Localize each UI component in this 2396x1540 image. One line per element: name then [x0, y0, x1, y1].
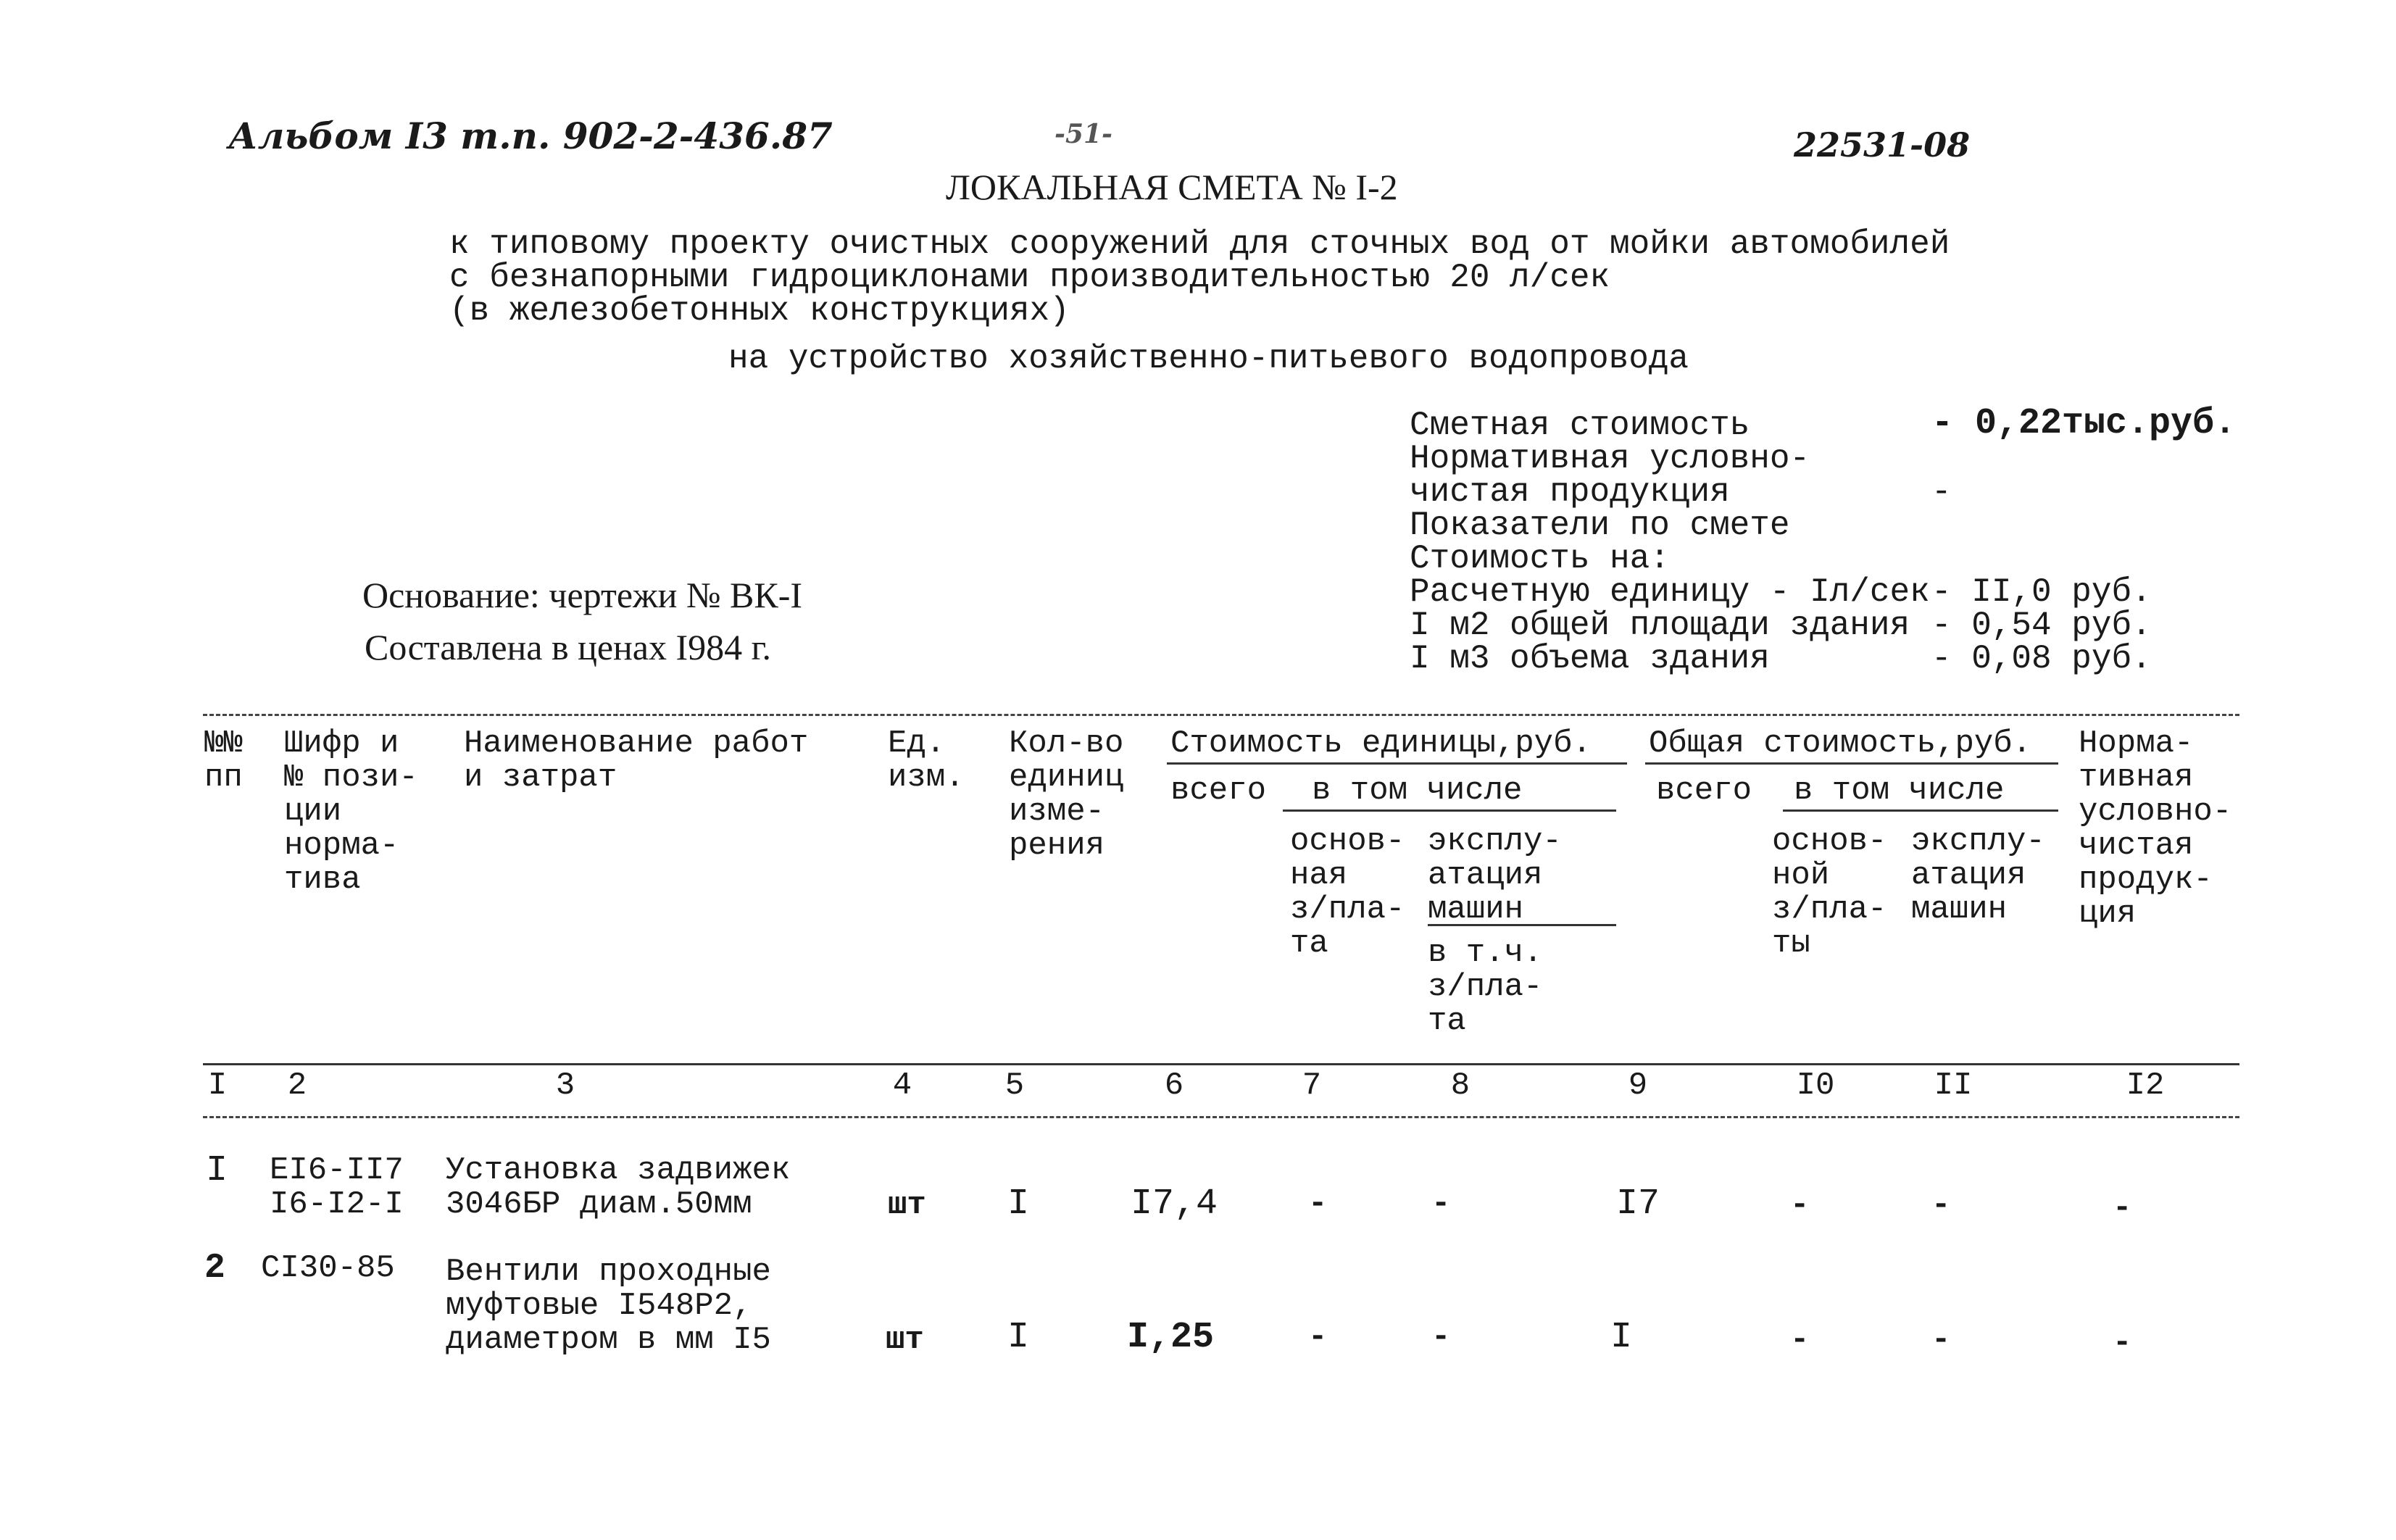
- header-normative-product: Норма- тивная условно- чистая продук- ция: [2079, 725, 2232, 932]
- summary-label-cost-per: Стоимость на:: [1410, 540, 1670, 578]
- header-unit-machinery-wage: в т.ч. з/пла- та: [1428, 935, 1543, 1039]
- summary-value-per-m2: - 0,54 руб.: [1931, 607, 2152, 644]
- row-unit-wage: -: [1308, 1186, 1328, 1222]
- summary-value-per-m3: - 0,08 руб.: [1931, 640, 2152, 678]
- col-number-8: 8: [1450, 1067, 1471, 1104]
- row-total-wage: -: [1790, 1187, 1810, 1223]
- row-quantity: I: [1007, 1183, 1030, 1225]
- row-total-wage: -: [1790, 1322, 1810, 1358]
- header-total-wage: основ- ной з/пла- ты: [1772, 823, 1887, 962]
- summary-value-estimated-cost: - 0,22тыс.руб.: [1931, 403, 2237, 444]
- col-number-1: I: [207, 1067, 228, 1104]
- summary-label-indicators: Показатели по смете: [1410, 507, 1790, 544]
- row-unit: шт: [886, 1322, 924, 1358]
- album-reference: Альбом I3 т.п. 902-2-436.87: [228, 115, 833, 157]
- col-number-12: I2: [2126, 1067, 2165, 1104]
- header-unit-total: всего: [1170, 773, 1267, 809]
- basis-drawings: Основание: чертежи № ВК-I: [362, 575, 803, 615]
- header-unit-machinery-underline: [1428, 924, 1616, 926]
- header-total-including-underline: [1783, 809, 2058, 812]
- summary-label-normative-1: Нормативная условно-: [1410, 440, 1810, 478]
- header-unit-machinery: эксплу- атация машин: [1428, 823, 1562, 928]
- document-title: ЛОКАЛЬНАЯ СМЕТА № I-2: [946, 167, 1398, 207]
- col-number-5: 5: [1004, 1067, 1025, 1104]
- row-unit-wage: -: [1308, 1319, 1328, 1355]
- header-quantity: Кол-во единиц изме- рения: [1009, 725, 1124, 864]
- page-mark: -51-: [1055, 119, 1112, 149]
- row-unit-machinery: -: [1431, 1186, 1451, 1222]
- col-number-2: 2: [287, 1067, 307, 1104]
- subtitle-line-3: (в железобетонных конструкциях): [449, 292, 1070, 330]
- header-work-name: Наименование работ и затрат: [464, 725, 809, 796]
- header-unit-cost: Стоимость единицы,руб.: [1170, 725, 1592, 762]
- row-unit-total: I,25: [1127, 1317, 1215, 1358]
- header-unit-wage: основ- ная з/пла- та: [1290, 823, 1405, 962]
- row-normative: -: [2113, 1325, 2132, 1361]
- header-unit-cost-underline: [1167, 762, 1627, 765]
- header-total-cost-underline: [1645, 762, 2058, 765]
- col-number-3: 3: [555, 1067, 575, 1104]
- basis-prices: Составлена в ценах I984 г.: [365, 627, 772, 667]
- row-total: I7: [1616, 1183, 1660, 1225]
- row-unit: шт: [888, 1187, 926, 1223]
- col-number-6: 6: [1164, 1067, 1184, 1104]
- header-row-number: №№ пп: [204, 725, 243, 796]
- subtitle-line-1: к типовому проекту очистных сооружений для сточных вод от мойки автомобилей: [449, 225, 1950, 263]
- estimate-subject: на устройство хозяйственно-питьевого водопровода: [728, 340, 1689, 378]
- header-unit-including: в том числе: [1312, 773, 1523, 809]
- row-number: I: [206, 1150, 228, 1191]
- row-total: I: [1610, 1317, 1633, 1358]
- row-total-machinery: -: [1931, 1322, 1951, 1358]
- table-top-rule: [203, 714, 2239, 716]
- header-total-including: в том числе: [1794, 773, 2005, 809]
- col-number-10: I0: [1796, 1067, 1835, 1104]
- header-unit: Ед. изм.: [888, 725, 965, 796]
- summary-value-normative: -: [1931, 473, 1952, 511]
- col-number-11: II: [1934, 1067, 1973, 1104]
- row-total-machinery: -: [1931, 1187, 1951, 1223]
- row-work-name: Вентили проходные муфтовые I548Р2, диаметром в мм I5: [446, 1254, 771, 1358]
- row-code: EI6-II7 I6-I2-I: [270, 1152, 404, 1223]
- document-number: 22531-08: [1794, 125, 1971, 165]
- row-number: 2: [204, 1249, 225, 1288]
- summary-label-estimated-cost: Сметная стоимость: [1410, 407, 1750, 444]
- summary-value-per-unit: - II,0 руб.: [1931, 573, 2152, 611]
- subtitle-line-2: с безнапорными гидроциклонами производительностью 20 л/сек: [449, 259, 1610, 296]
- summary-label-per-m2: I м2 общей площади здания: [1410, 607, 1910, 644]
- header-code: Шифр и № пози- ции норма- тива: [284, 725, 418, 898]
- row-unit-machinery: -: [1431, 1319, 1451, 1355]
- row-unit-total: I7,4: [1131, 1183, 1218, 1225]
- summary-label-per-unit: Расчетную единицу - Iл/сек: [1410, 573, 1930, 611]
- header-total-machinery: эксплу- атация машин: [1911, 823, 2045, 928]
- summary-label-normative-2: чистая продукция: [1410, 473, 1730, 511]
- row-quantity: I: [1007, 1317, 1030, 1358]
- col-number-9: 9: [1628, 1067, 1648, 1104]
- row-work-name: Установка задвижек 3046БР диам.50мм: [446, 1152, 791, 1223]
- row-normative: -: [2113, 1190, 2132, 1226]
- header-bottom-rule: [203, 1063, 2239, 1065]
- header-unit-including-underline: [1283, 809, 1616, 812]
- header-total-total: всего: [1656, 773, 1752, 809]
- header-total-cost: Общая стоимость,руб.: [1649, 725, 2032, 762]
- col-number-7: 7: [1302, 1067, 1322, 1104]
- col-number-bottom-rule: [203, 1116, 2239, 1118]
- col-number-4: 4: [892, 1067, 912, 1104]
- row-code: CI30-85: [261, 1250, 395, 1286]
- summary-label-per-m3: I м3 объема здания: [1410, 640, 1770, 678]
